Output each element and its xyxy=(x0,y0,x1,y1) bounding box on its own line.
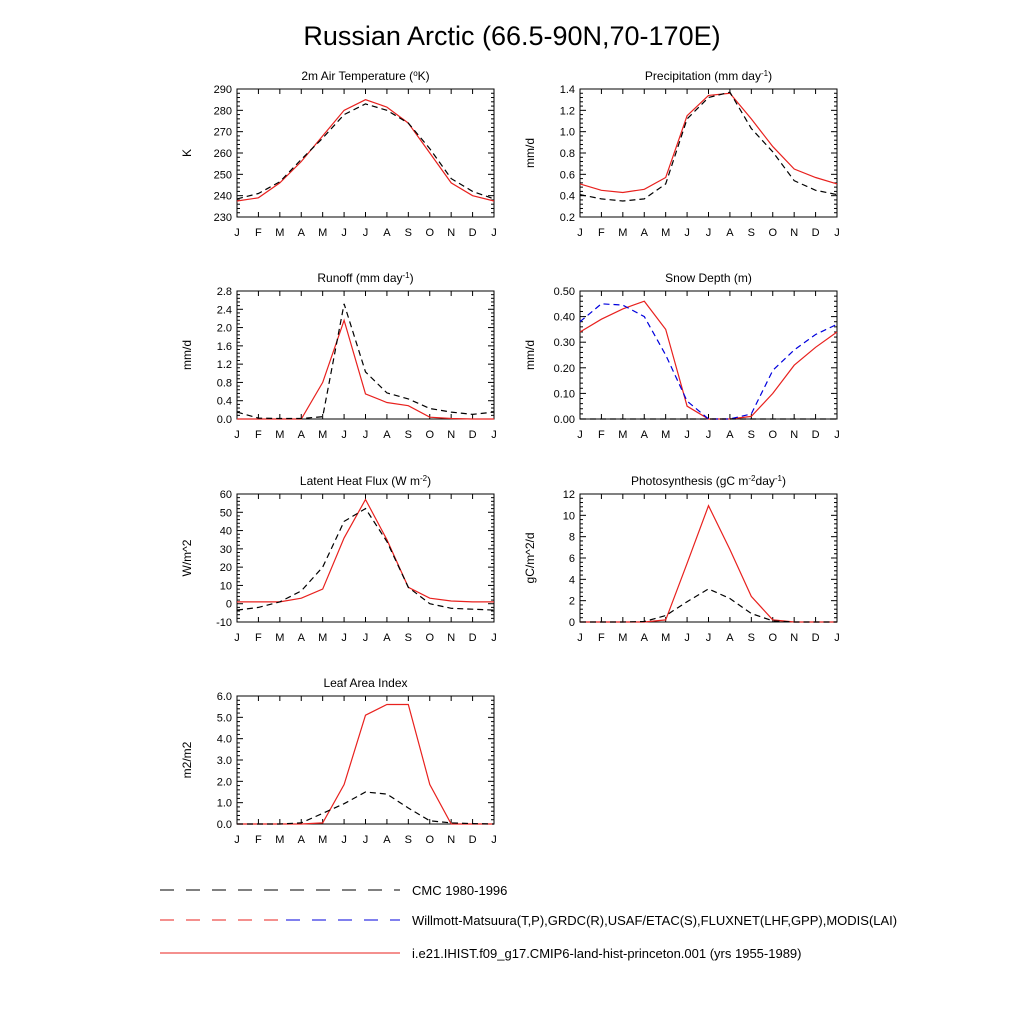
title-superscript: -1 xyxy=(760,69,769,78)
x-tick-label: M xyxy=(661,429,671,441)
y-tick-label: 0.20 xyxy=(553,362,575,375)
x-tick-label: J xyxy=(834,429,840,441)
series-line-obs xyxy=(237,304,494,419)
x-tick-label: J xyxy=(834,632,840,644)
title-superscript: -1 xyxy=(774,474,782,483)
y-tick-label: 10 xyxy=(562,510,575,523)
x-tick-label: J xyxy=(684,429,690,441)
y-tick-label: 0.50 xyxy=(553,286,575,298)
y-axis-label: m2/m2 xyxy=(180,741,194,779)
x-tick-label: M xyxy=(618,227,628,239)
y-tick-label: 4 xyxy=(568,574,575,587)
y-tick-label: 30 xyxy=(219,543,232,556)
legend-label: CMC 1980-1996 xyxy=(412,883,508,898)
y-tick-label: 50 xyxy=(219,507,232,520)
y-axis-label: gC/m^2/d xyxy=(523,532,537,584)
x-tick-label: J xyxy=(234,632,240,644)
x-tick-label: J xyxy=(577,429,583,441)
y-tick-label: 2 xyxy=(568,595,575,608)
y-tick-label: 230 xyxy=(213,212,232,224)
y-tick-label: 270 xyxy=(213,126,232,139)
x-tick-label: F xyxy=(598,632,605,644)
x-tick-label: N xyxy=(790,632,799,644)
x-tick-label: F xyxy=(598,429,605,441)
series-line-obs xyxy=(237,104,494,199)
panel-title xyxy=(323,676,407,690)
y-tick-label: 0.8 xyxy=(559,148,575,160)
x-tick-label: F xyxy=(598,227,605,239)
x-tick-label: N xyxy=(447,429,456,441)
y-tick-label: 10 xyxy=(219,580,232,593)
figure-title: Russian Arctic (66.5-90N,70-170E) xyxy=(303,21,721,51)
y-tick-label: 8 xyxy=(568,531,575,544)
x-tick-label: F xyxy=(255,632,262,644)
legend-label: Willmott-Matsuura(T,P),GRDC(R),USAF/ETAC(S),FLUXNET(LHF,GPP),MODIS(LAI) xyxy=(412,913,898,928)
x-tick-label: J xyxy=(491,632,497,644)
x-tick-label: D xyxy=(468,227,477,239)
title-superscript: o xyxy=(413,69,418,78)
x-tick-label: F xyxy=(255,834,262,846)
plot-frame xyxy=(237,494,494,622)
y-tick-label: 0.0 xyxy=(216,414,232,426)
series-line-model xyxy=(237,500,494,602)
legend-item xyxy=(160,883,507,898)
y-tick-label: 6 xyxy=(568,553,575,565)
panel-title xyxy=(631,474,786,488)
y-tick-label: 0.2 xyxy=(559,212,575,224)
y-tick-label: 290 xyxy=(213,84,232,96)
title-segment: Snow Depth (m) xyxy=(665,271,752,285)
y-tick-label: 0 xyxy=(225,598,232,611)
x-tick-label: M xyxy=(618,632,628,644)
y-tick-label: 280 xyxy=(213,105,232,118)
x-tick-label: J xyxy=(362,834,369,846)
series-line-model xyxy=(237,320,494,419)
x-tick-label: M xyxy=(661,227,671,239)
x-tick-label: O xyxy=(425,834,435,846)
y-tick-label: 3.0 xyxy=(216,755,232,767)
x-tick-label: A xyxy=(297,227,305,239)
x-tick-label: A xyxy=(640,429,648,441)
x-tick-label: M xyxy=(661,632,671,644)
x-tick-label: O xyxy=(768,429,778,441)
y-tick-label: 0.30 xyxy=(553,337,575,350)
x-tick-label: D xyxy=(811,429,820,441)
y-tick-label: 0.0 xyxy=(216,819,232,831)
title-superscript: -1 xyxy=(402,271,410,280)
x-tick-label: J xyxy=(577,227,583,239)
title-segment: Photosynthesis (gC m xyxy=(631,474,749,488)
x-tick-label: O xyxy=(768,632,778,644)
x-tick-label: N xyxy=(447,834,456,846)
x-tick-label: J xyxy=(234,834,240,846)
x-tick-label: A xyxy=(383,834,391,846)
x-tick-label: M xyxy=(275,834,285,846)
panel-1 xyxy=(180,69,497,239)
panel-2 xyxy=(523,69,840,239)
x-tick-label: N xyxy=(790,429,799,441)
y-tick-label: 12 xyxy=(562,489,575,501)
x-tick-label: J xyxy=(491,429,497,441)
x-tick-label: J xyxy=(362,632,369,644)
title-segment: ) xyxy=(768,69,773,83)
x-tick-label: N xyxy=(790,227,799,239)
y-tick-label: 250 xyxy=(213,169,232,182)
y-tick-label: 0 xyxy=(568,617,575,629)
x-tick-label: D xyxy=(811,227,820,239)
x-tick-label: M xyxy=(275,632,285,644)
x-tick-label: J xyxy=(705,429,712,441)
x-tick-label: A xyxy=(297,834,305,846)
title-segment: 2m Air Temperature ( xyxy=(301,69,414,83)
y-tick-label: 0.8 xyxy=(216,377,232,390)
x-tick-label: F xyxy=(255,227,262,239)
x-tick-label: J xyxy=(834,227,840,239)
y-tick-label: 0.10 xyxy=(553,388,575,401)
x-tick-label: J xyxy=(341,429,347,441)
plot-frame xyxy=(237,291,494,419)
panel-3 xyxy=(180,271,497,441)
x-tick-label: A xyxy=(297,632,305,644)
panel-title xyxy=(301,69,429,83)
series-line-obs xyxy=(580,92,837,201)
x-tick-label: D xyxy=(468,632,477,644)
panel-6 xyxy=(523,474,840,644)
panel-7 xyxy=(180,676,497,846)
x-tick-label: J xyxy=(362,429,369,441)
y-tick-label: 40 xyxy=(219,525,232,538)
x-tick-label: S xyxy=(404,632,413,644)
x-tick-label: A xyxy=(726,632,734,644)
x-tick-label: A xyxy=(726,227,734,239)
panel-5 xyxy=(180,474,497,644)
title-segment: Latent Heat Flux (W m xyxy=(299,474,420,488)
x-tick-label: J xyxy=(234,429,240,441)
x-tick-label: A xyxy=(297,429,305,441)
y-tick-label: -10 xyxy=(216,617,232,629)
x-tick-label: A xyxy=(383,429,391,441)
y-tick-label: 2.4 xyxy=(216,304,232,317)
y-tick-label: 0.4 xyxy=(216,395,232,408)
y-tick-label: 0.4 xyxy=(559,190,575,203)
x-tick-label: M xyxy=(318,632,328,644)
x-tick-label: O xyxy=(425,429,435,441)
y-tick-label: 1.6 xyxy=(216,340,232,353)
x-tick-label: N xyxy=(447,632,456,644)
y-tick-label: 6.0 xyxy=(216,691,232,703)
panel-title xyxy=(300,474,431,488)
x-tick-label: J xyxy=(684,632,690,644)
x-tick-label: S xyxy=(747,632,756,644)
x-tick-label: M xyxy=(318,429,328,441)
y-tick-label: 1.0 xyxy=(216,797,232,810)
x-tick-label: J xyxy=(491,834,497,846)
title-superscript: -2 xyxy=(419,474,428,483)
y-tick-label: 2.8 xyxy=(216,286,232,298)
y-tick-label: 2.0 xyxy=(216,322,232,335)
y-tick-label: 4.0 xyxy=(216,733,232,746)
x-tick-label: J xyxy=(341,632,347,644)
y-tick-label: 60 xyxy=(219,489,232,501)
x-tick-label: J xyxy=(684,227,690,239)
x-tick-label: M xyxy=(318,834,328,846)
y-axis-label: mm/d xyxy=(523,138,537,168)
x-tick-label: S xyxy=(404,429,413,441)
x-tick-label: A xyxy=(383,632,391,644)
y-axis-label: W/m^2 xyxy=(180,539,194,577)
legend-label: i.e21.IHIST.f09_g17.CMIP6-land-hist-princeton.001 (yrs 1955-1989) xyxy=(412,946,802,961)
y-tick-label: 240 xyxy=(213,190,232,203)
y-tick-label: 260 xyxy=(213,148,232,160)
x-tick-label: D xyxy=(811,632,820,644)
y-tick-label: 1.4 xyxy=(559,84,575,96)
title-superscript: -2 xyxy=(748,474,756,483)
x-tick-label: A xyxy=(726,429,734,441)
y-tick-label: 0.00 xyxy=(553,414,575,426)
panel-title xyxy=(317,271,413,285)
x-tick-label: M xyxy=(275,429,285,441)
title-segment: Runoff (mm day xyxy=(317,271,403,285)
x-tick-label: J xyxy=(705,632,712,644)
x-tick-label: O xyxy=(425,227,435,239)
x-tick-label: M xyxy=(618,429,628,441)
title-segment: Precipitation (mm day xyxy=(644,69,761,83)
legend xyxy=(160,883,897,961)
title-segment: Leaf Area Index xyxy=(323,676,408,690)
x-tick-label: A xyxy=(640,632,648,644)
x-tick-label: S xyxy=(747,429,756,441)
series-line-model xyxy=(237,705,494,825)
y-tick-label: 20 xyxy=(219,562,232,575)
x-tick-label: O xyxy=(425,632,435,644)
panel-title xyxy=(645,69,772,83)
x-tick-label: D xyxy=(468,429,477,441)
x-tick-label: A xyxy=(640,227,648,239)
y-tick-label: 5.0 xyxy=(216,712,232,725)
x-tick-label: F xyxy=(255,429,262,441)
y-tick-label: 2.0 xyxy=(216,776,232,789)
x-tick-label: A xyxy=(383,227,391,239)
title-segment: day xyxy=(755,474,775,488)
series-line-obs xyxy=(237,509,494,610)
x-tick-label: M xyxy=(275,227,285,239)
y-tick-label: 1.2 xyxy=(559,105,575,118)
plot-frame xyxy=(237,89,494,217)
title-segment: ) xyxy=(409,271,414,285)
series-line-model xyxy=(580,506,837,622)
y-axis-label: K xyxy=(180,148,194,158)
x-tick-label: S xyxy=(747,227,756,239)
x-tick-label: N xyxy=(447,227,456,239)
legend-item xyxy=(160,913,897,928)
series-line-model xyxy=(237,100,494,201)
x-tick-label: O xyxy=(768,227,778,239)
plot-frame xyxy=(580,89,837,217)
panel-4 xyxy=(523,271,840,441)
x-tick-label: J xyxy=(705,227,712,239)
title-segment: ) xyxy=(427,474,432,488)
title-segment: ) xyxy=(782,474,786,488)
x-tick-label: J xyxy=(341,227,347,239)
x-tick-label: S xyxy=(404,227,413,239)
x-tick-label: J xyxy=(341,834,347,846)
y-axis-label: mm/d xyxy=(523,340,537,370)
x-tick-label: J xyxy=(234,227,240,239)
panel-title xyxy=(665,271,752,285)
plot-frame xyxy=(580,291,837,419)
x-tick-label: D xyxy=(468,834,477,846)
plot-frame xyxy=(580,494,837,622)
x-tick-label: M xyxy=(318,227,328,239)
title-segment: K) xyxy=(417,69,430,83)
y-tick-label: 0.40 xyxy=(553,311,575,324)
panels xyxy=(180,69,840,846)
y-axis-label: mm/d xyxy=(180,340,194,370)
series-line-model xyxy=(580,93,837,192)
series-line-model xyxy=(580,301,837,419)
x-tick-label: J xyxy=(362,227,369,239)
y-tick-label: 1.2 xyxy=(216,359,232,372)
legend-item xyxy=(160,946,802,961)
x-tick-label: J xyxy=(577,632,583,644)
x-tick-label: S xyxy=(404,834,413,846)
y-tick-label: 1.0 xyxy=(559,126,575,139)
y-tick-label: 0.6 xyxy=(559,169,575,182)
x-tick-label: J xyxy=(491,227,497,239)
